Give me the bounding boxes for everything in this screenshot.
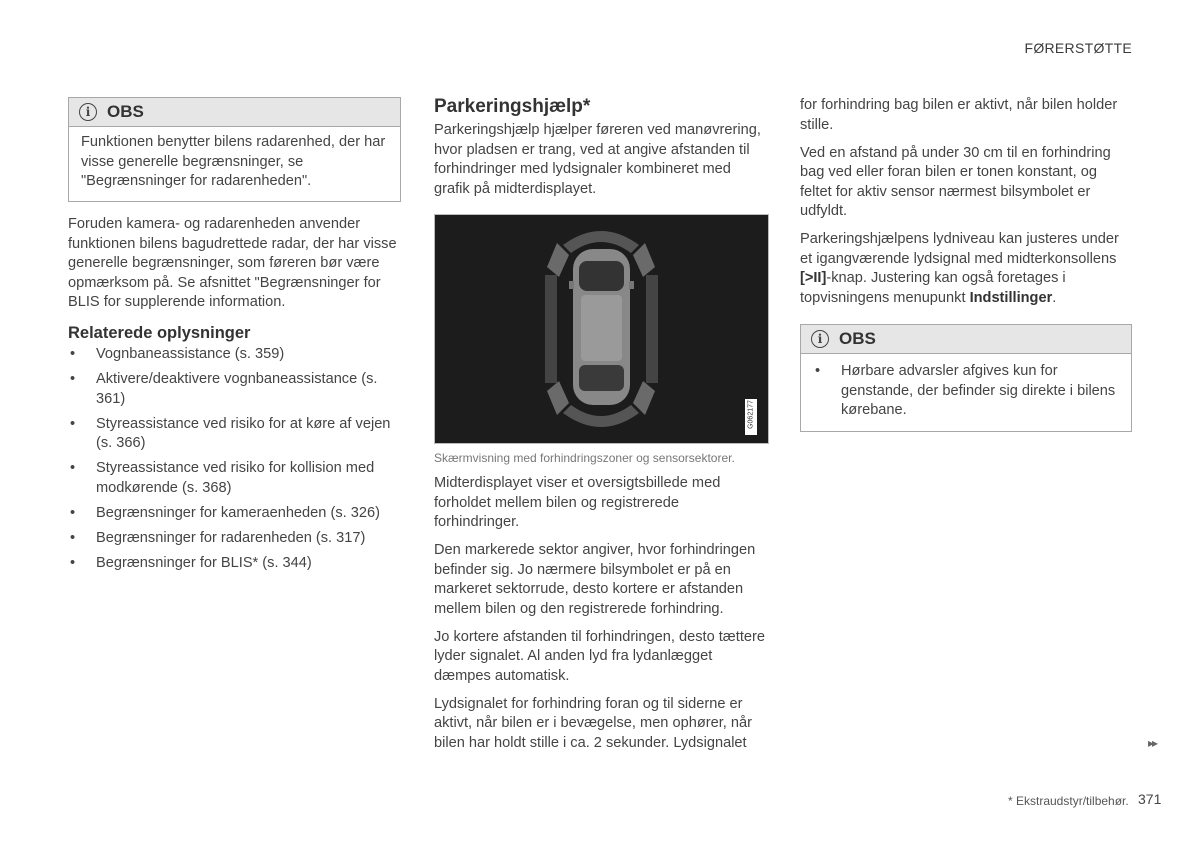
obs-note-header [69,98,400,127]
volume-text-middle: -knap. Justering kan også foretages i topvisningens menupunkt [800,270,1066,306]
related-item[interactable] [68,370,404,409]
paragraph: Lydsignalet for forhindring foran og til siderne er aktivt, når bilen er i bevægelse, men ophører, når bilen har holdt stille i ca. 2 sekunder. Lydsignalet [434,695,752,751]
paragraph: for forhindring bag bilen er aktivt, når bilen holder stille. [800,97,1118,133]
related-item-label: Styreassistance ved risiko for kollision med modkørende (s. 368) [96,460,375,496]
figure-code: G062177 [747,400,755,429]
related-item-label: Vognbaneassistance (s. 359) [96,346,285,362]
related-info-list [68,345,404,579]
paragraph: Den markerede sektor angiver, hvor forhindringen befinder sig. Jo nærmere bilsymbolet er på en markeret sektorrude, desto kortere er afstanden mellem bilen og den registrerede forhindring. [434,542,756,617]
bullet-icon: • [70,460,76,476]
volume-text-start: Parkeringshjælpens lydniveau kan justeres under et igangværende lydsignal med midterkonsollens [800,231,1119,267]
section-header: FØRERSTØTTE [1024,40,1132,56]
obs-warning-header [801,325,1131,354]
pause-key-label: [>II] [800,270,827,286]
middle-body [434,474,766,762]
obs-note-title: OBS [107,102,144,121]
obs-note-box [68,97,401,202]
right-body [800,96,1132,317]
bullet-icon: • [815,363,821,379]
related-item[interactable] [68,459,404,498]
related-item-label: Begrænsninger for radarenheden (s. 317) [96,529,366,546]
related-item[interactable] [68,529,404,549]
bullet-icon: • [70,504,76,521]
parking-display-illustration [435,215,768,443]
obs-warning-item [813,362,1119,421]
parking-assist-figure [434,214,769,444]
related-item-label: Aktivere/deaktivere vognbaneassistance (s. 361) [96,371,378,407]
obs-warning-text: Hørbare advarsler afgives kun for genstande, der befinder sig direkte i bilens kørebane. [841,363,1116,418]
footnote: * Ekstraudstyr/tilbehør. [1008,794,1129,808]
page-number: 371 [1138,791,1162,807]
related-info-heading: Relaterede oplysninger [68,324,251,342]
section-intro: Parkeringshjælp hjælper føreren ved manøvrering, hvor pladsen er trang, ved at angive afstanden til forhindringer med lydsignaler kombineret med grafik på midterdisplayet. [434,122,761,197]
paragraph: Ved en afstand på under 30 cm til en forhindring bag ved eller foran bilen er tonen konstant, og feltet for aktiv sensor nærmest bilsymbolet er udfyldt. [800,144,1111,219]
intro-paragraph: Foruden kamera- og radarenheden anvender funktionen bilens bagudrettede radar, der har visse generelle begrænsninger, som føreren bør være opmærksom på. Se afsnittet "Begrænsninger for BLIS for supplerende information. [68,216,397,310]
info-icon: i [79,103,97,121]
related-item-label: Begrænsninger for BLIS* (s. 344) [96,554,312,571]
figure-caption: Skærmvisning med forhindringszoner og sensorsektorer. [434,451,735,465]
volume-text-end: . [1052,289,1057,306]
settings-menu-item: Indstillinger [969,289,1053,306]
section-title: Parkeringshjælp* [434,96,591,117]
next-page-icon[interactable]: ▸▸ [1148,736,1157,750]
obs-warning-list [813,362,1119,421]
related-item-label: Styreassistance ved risiko for at køre af vejen (s. 366) [96,415,391,451]
obs-note-text: Funktionen benytter bilens radarenhed, der har visse generelle begrænsninger, se "Begrænsninger for radarenheden". [81,134,386,189]
related-item[interactable] [68,415,404,454]
bullet-icon: • [70,529,76,546]
related-item-label: Begrænsninger for kameraenheden (s. 326) [96,504,380,521]
volume-paragraph [800,230,1132,308]
related-item[interactable] [68,554,404,574]
bullet-icon: • [70,346,76,362]
obs-warning-box [800,324,1132,432]
bullet-icon: • [70,415,76,432]
bullet-icon: • [70,554,76,571]
related-item[interactable] [68,345,404,365]
obs-warning-title: OBS [839,329,876,348]
paragraph: Midterdisplayet viser et oversigtsbillede med forholdet mellem bilen og registrerede forhindringer. [434,475,721,530]
related-item[interactable] [68,504,404,524]
paragraph: Jo kortere afstanden til forhindringen, desto tættere lyder signalet. Al anden lyd fra lydanlægget dæmpes automatisk. [434,628,765,684]
bullet-icon: • [70,371,76,387]
info-icon: i [811,330,829,348]
